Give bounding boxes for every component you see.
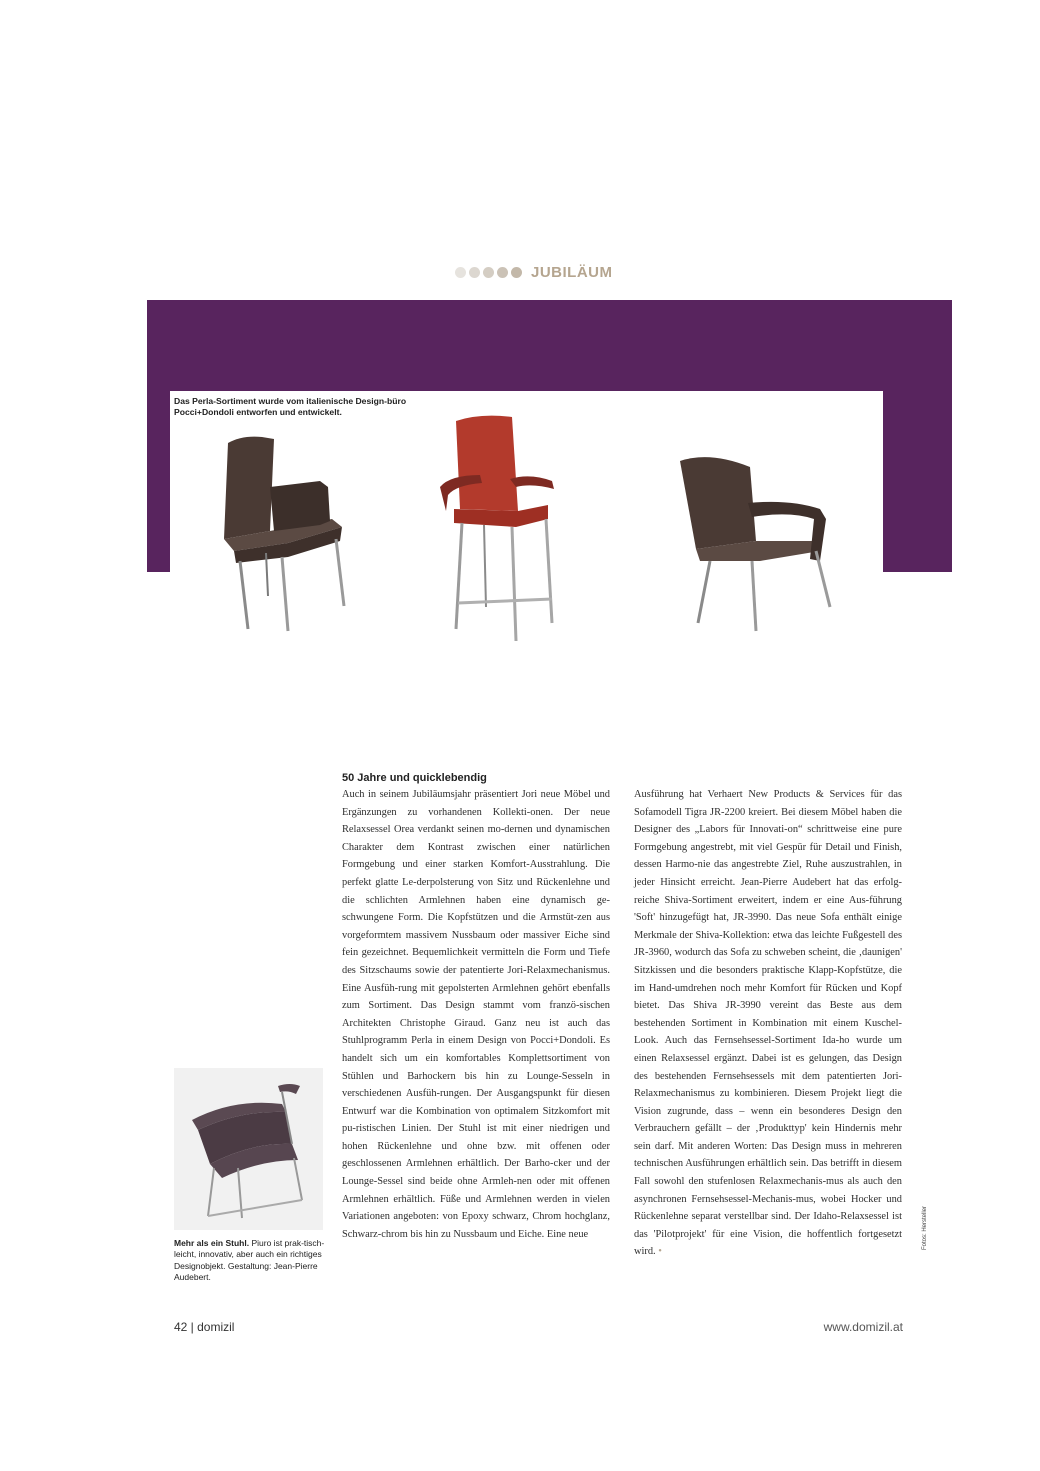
- header-dot-4: [497, 267, 508, 278]
- header-dot-2: [469, 267, 480, 278]
- article-column-right: [634, 786, 902, 1261]
- section-header: [455, 262, 655, 282]
- chairs-illustration: [170, 391, 883, 656]
- header-dot-5: [511, 267, 522, 278]
- article-heading: 50 Jahre und quicklebendig: [342, 772, 487, 784]
- photo-credit: Fotos: Hersteller: [922, 1205, 928, 1250]
- side-chair-photo: [174, 1068, 323, 1230]
- piuro-chair-illustration: [174, 1068, 323, 1230]
- website-link[interactable]: www.domizil.at: [823, 1320, 903, 1334]
- top-photo-caption: Das Perla-Sortiment wurde vom italienische Design-büro Pocci+Dondoli entworfen und entwickelt.: [174, 396, 407, 417]
- chair-brown-left: [224, 437, 344, 631]
- end-mark: •: [658, 1246, 662, 1258]
- side-caption-bold: Mehr als ein Stuhl.: [174, 1238, 250, 1248]
- header-dot-3: [483, 267, 494, 278]
- side-photo-caption: [174, 1238, 332, 1283]
- article-column-right-text: Ausführung hat Verhaert New Products & Services für das Sofamodell Tigra JR-2200 kreiert. Bei diesem Möbel haben die Designer des „Labors für Innovati-on“ schrittweise eine pure Formgebung angestrebt, mit viel Gespür für Detail und Finish, dessen Harmo-nie das angestrebte Ziel, Ruhe auszustrahlen, in jeder Hinsicht erreicht. Jean-Pierre Audebert hat das erfolg-reiche Shiva-Sortiment erweitert, indem er eine Aus-führung 'Soft' hinzugefügt hat, JR-3990. Das neue Sofa enthält einige Merkmale der Shiva-Kollektion: etwa das leichte Fußgestell des JR-3960, wodurch das Sofa zu schweben scheint, die ‚daunigen' Sitzkissen und die besonders praktische Klapp-Kopfstütze, die im Hand-umdrehen noch mehr Komfort für Rücken und Kopf bietet. Das Shiva JR-3990 vereint das Beste aus dem bestehenden Sortiment in Kombination mit einem Kuschel-Look. Auch das Fernsehsessel-Sortiment Ida-ho wurde um einen Relaxsessel ergänzt. Dabei ist es gelungen, das Design des bestehenden Fernsehsessels mit dem patentierten Jori-Relaxmechanismus zu kombinieren. Diesem Projekt liegt die Vision zugrunde, dass – wenn ein besonderes Design den Verbrauchern gefällt – der ‚Produkttyp' kein Hindernis mehr sein darf. Mit anderen Worten: Das Design muss in mehreren technischen Ausführungen erhältlich sein. Das betrifft in diesem Fall sowohl den stufenlosen Relaxmechanis-mus als auch den asynchronen Fernsehsessel-Mechanis-mus, wobei Hocker und Rückenlehne separat verstellbar sind. Der Idaho-Relaxsessel ist das 'Pilotprojekt' für eine Vision, die hoffentlich fortgesetzt wird.: [634, 789, 902, 1258]
- chair-photo: [170, 391, 883, 656]
- header-dot-1: [455, 267, 466, 278]
- chair-brown-right: [680, 457, 830, 631]
- article-column-left: Auch in seinem Jubiläumsjahr präsentiert Jori neue Möbel und Ergänzungen zu vorhandenen Kollekti-onen. Der neue Relaxsessel Orea verdankt seinen mo-dernen und dynamischen Charakter dem Kontrast zwischen einer natürlichen Formgebung und einer starken Komfort-Ausstrahlung. Die perfekt glatte Le-derpolsterung von Sitz und Rückenlehne und die schlichten Armlehnen haben eine dynamisch ge-schwungene Form. Die Kopfstützen und die Armstüt-zen aus vorgeformtem massivem Nussbaum oder massiver Eiche sind fein gezeichnet. Bequemlichkeit vermitteln die Form und Tiefe des Sitzschaums sowie der patentierte Jori-Relaxmechanismus. Eine Ausfüh-rung mit gepolsterten Armlehnen gehört ebenfalls zum Sortiment. Das Design stammt vom franzö-sischen Architekten Christophe Giraud. Ganz neu ist auch das Stuhlprogramm Perla in einem Design von Pocci+Dondoli. Es handelt sich um ein komfortables Komplettsortiment von Stühlen und Barhockern bis hin zu Lounge-Sesseln in verschiedenen Ausfüh-rungen. Der Ausgangspunkt für diesen Entwurf war die Kombination von optimalem Sitzkomfort mit pu-ristischen Linien. Der Stuhl ist mit einer niedrigen und hohen Rückenlehne und ohne bzw. mit offenen oder geschlossenen Armlehnen erhältlich. Der Barho-cker und der Lounge-Sessel sind beide ohne Armleh-nen oder mit offenen Armlehnen erhältlich. Füße und Armlehnen werden in vielen Variationen angeboten: von Epoxy schwarz, Chrom hochglanz, Schwarz-chrom bis hin zu Nussbaum und Eiche. Eine neue: [342, 789, 610, 1240]
- side-caption-text: Piuro ist prak-tisch-leicht, innovativ, aber auch ein richtiges Designobjekt. Gestaltung: Jean-Pierre Audebert.: [174, 1238, 325, 1282]
- section-title: JUBILÄUM: [531, 263, 613, 281]
- page-number: 42 | domizil: [174, 1320, 235, 1334]
- chair-red-barstool: [440, 416, 554, 641]
